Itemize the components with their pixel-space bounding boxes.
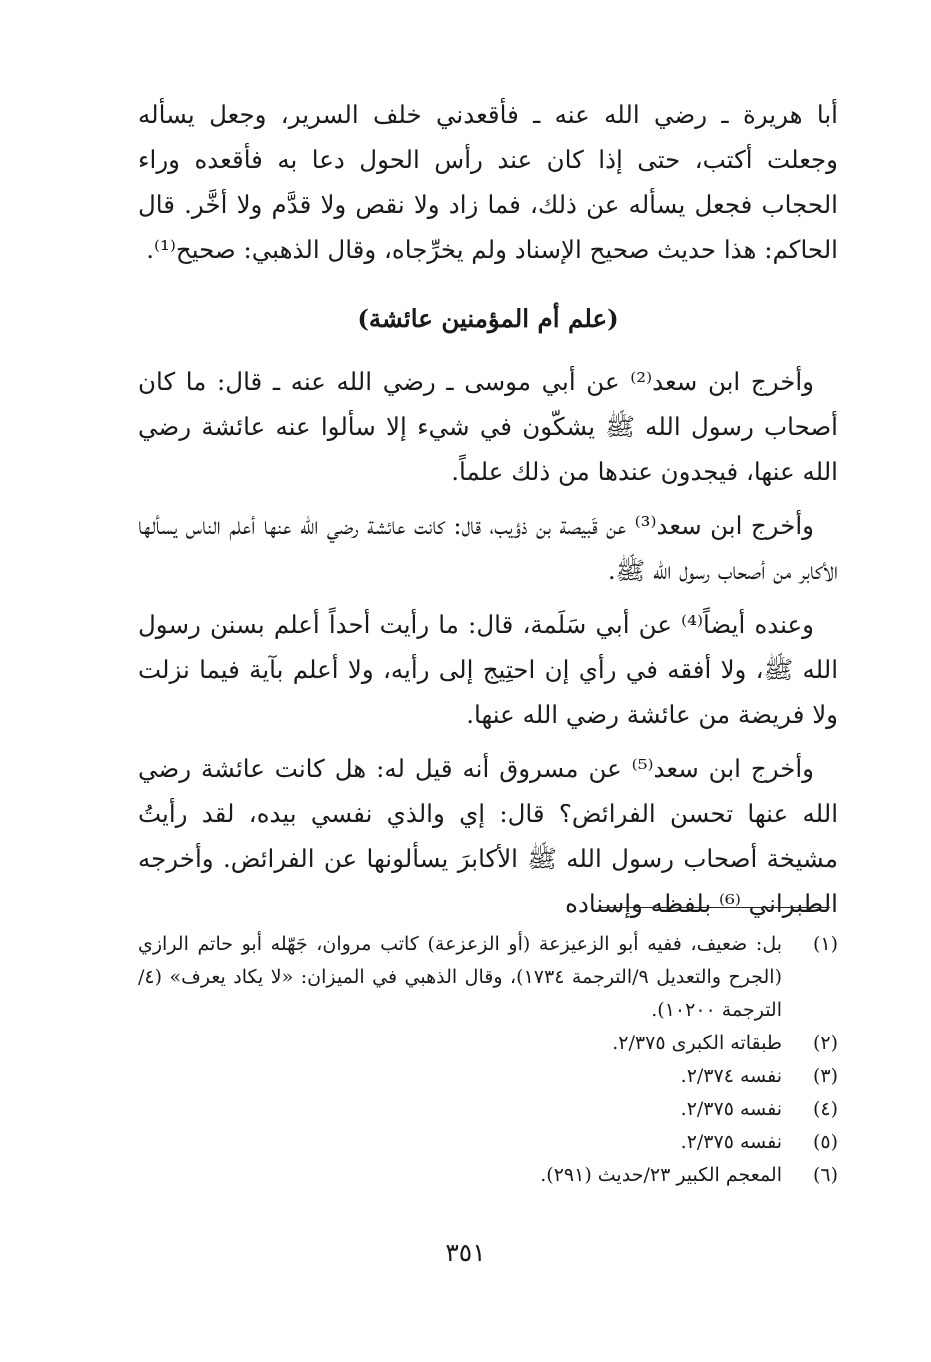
footnote-text: نفسه ٢/٣٧٥. [680,1131,782,1153]
footnote-5 [138,1126,838,1159]
footnote-text: طبقاته الكبرى ٢/٣٧٥. [612,1032,782,1054]
footnote-6 [138,1159,838,1192]
paragraph-2: وأخرج ابن سعد⁽³⁾ عن قَبيصة بن ذؤيب، قال: كانت عائشة رضي الله عنها أعلم الناس يسألها الأكابر من أصحاب رسول الله ﷺ. [138,511,838,585]
intro-paragraph: أبا هريرة ـ رضي الله عنه ـ فأقعدني خلف السرير، وجعل يسأله وجعلت أكتب، حتى إذا كان عند رأس الحول دعا به فأقعده وراء الحجاب فجعل يسأله عن ذلك، فما زاد ولا نقص ولا قدَّم ولا أخَّر. قال الحاكم: هذا حديث صحيح الإسناد ولم يخرِّجاه، وقال الذهبي: صحيح⁽¹⁾. [138,100,838,264]
footnote-2 [138,1027,838,1060]
footnote-text: بل: ضعيف، ففيه أبو الزعيزعة (أو الزعزعة) كاتب مروان، جَهّله أبو حاتم الرازي (الجرح والتعديل ٩/الترجمة ١٧٣٤)، وقال الذهبي في الميزان: «لا يكاد يعرف» (٤/الترجمة ١٠٢٠٠). [138,933,782,1021]
footnote-number: (٤) [812,1098,838,1120]
main-text [138,92,838,926]
footnote-text: المعجم الكبير ٢٣/حديث (٢٩١). [540,1164,782,1186]
footnote-text: نفسه ٢/٣٧٤. [680,1065,782,1087]
paragraph-3: وعنده أيضاً⁽⁴⁾ عن أبي سَلَمة، قال: ما رأيت أحداً أعلم بسنن رسول الله ﷺ، ولا أفقه في رأي إن احتِيج إلى رأيه، ولا أعلم بآية فيما نزلت ولا فريضة من عائشة رضي الله عنها. [138,610,838,729]
paragraph-1: وأخرج ابن سعد⁽²⁾ عن أبي موسى ـ رضي الله عنه ـ قال: ما كان أصحاب رسول الله ﷺ يشكّون في شيء إلا سألوا عنه عائشة رضي الله عنها، فيجدون عندها من ذلك علماً. [138,367,838,486]
page-number: ٣٥١ [445,1238,486,1267]
paragraph-4: وأخرج ابن سعد⁽⁵⁾ عن مسروق أنه قيل له: هل كانت عائشة رضي الله عنها تحسن الفرائض؟ قال: إي والذي نفسي بيده، لقد رأيتُ مشيخة أصحاب رسول الله ﷺ الأكابرَ يسألونها عن الفرائض. وأخرجه الطبراني ⁽⁶⁾ بلفظه وإسناده [138,754,838,918]
footnote-1 [138,928,838,1027]
footnote-separator [600,907,830,908]
footnote-number: (٥) [812,1131,838,1153]
footnote-number: (١) [812,933,838,955]
footnote-number: (٢) [812,1032,838,1054]
footnote-3 [138,1060,838,1093]
footnote-text: نفسه ٢/٣٧٥. [680,1098,782,1120]
footnote-4 [138,1093,838,1126]
footnote-number: (٣) [812,1065,838,1087]
section-heading: (علم أم المؤمنين عائشة) [357,304,619,333]
footnote-number: (٦) [812,1164,838,1186]
footnotes [138,928,838,1192]
